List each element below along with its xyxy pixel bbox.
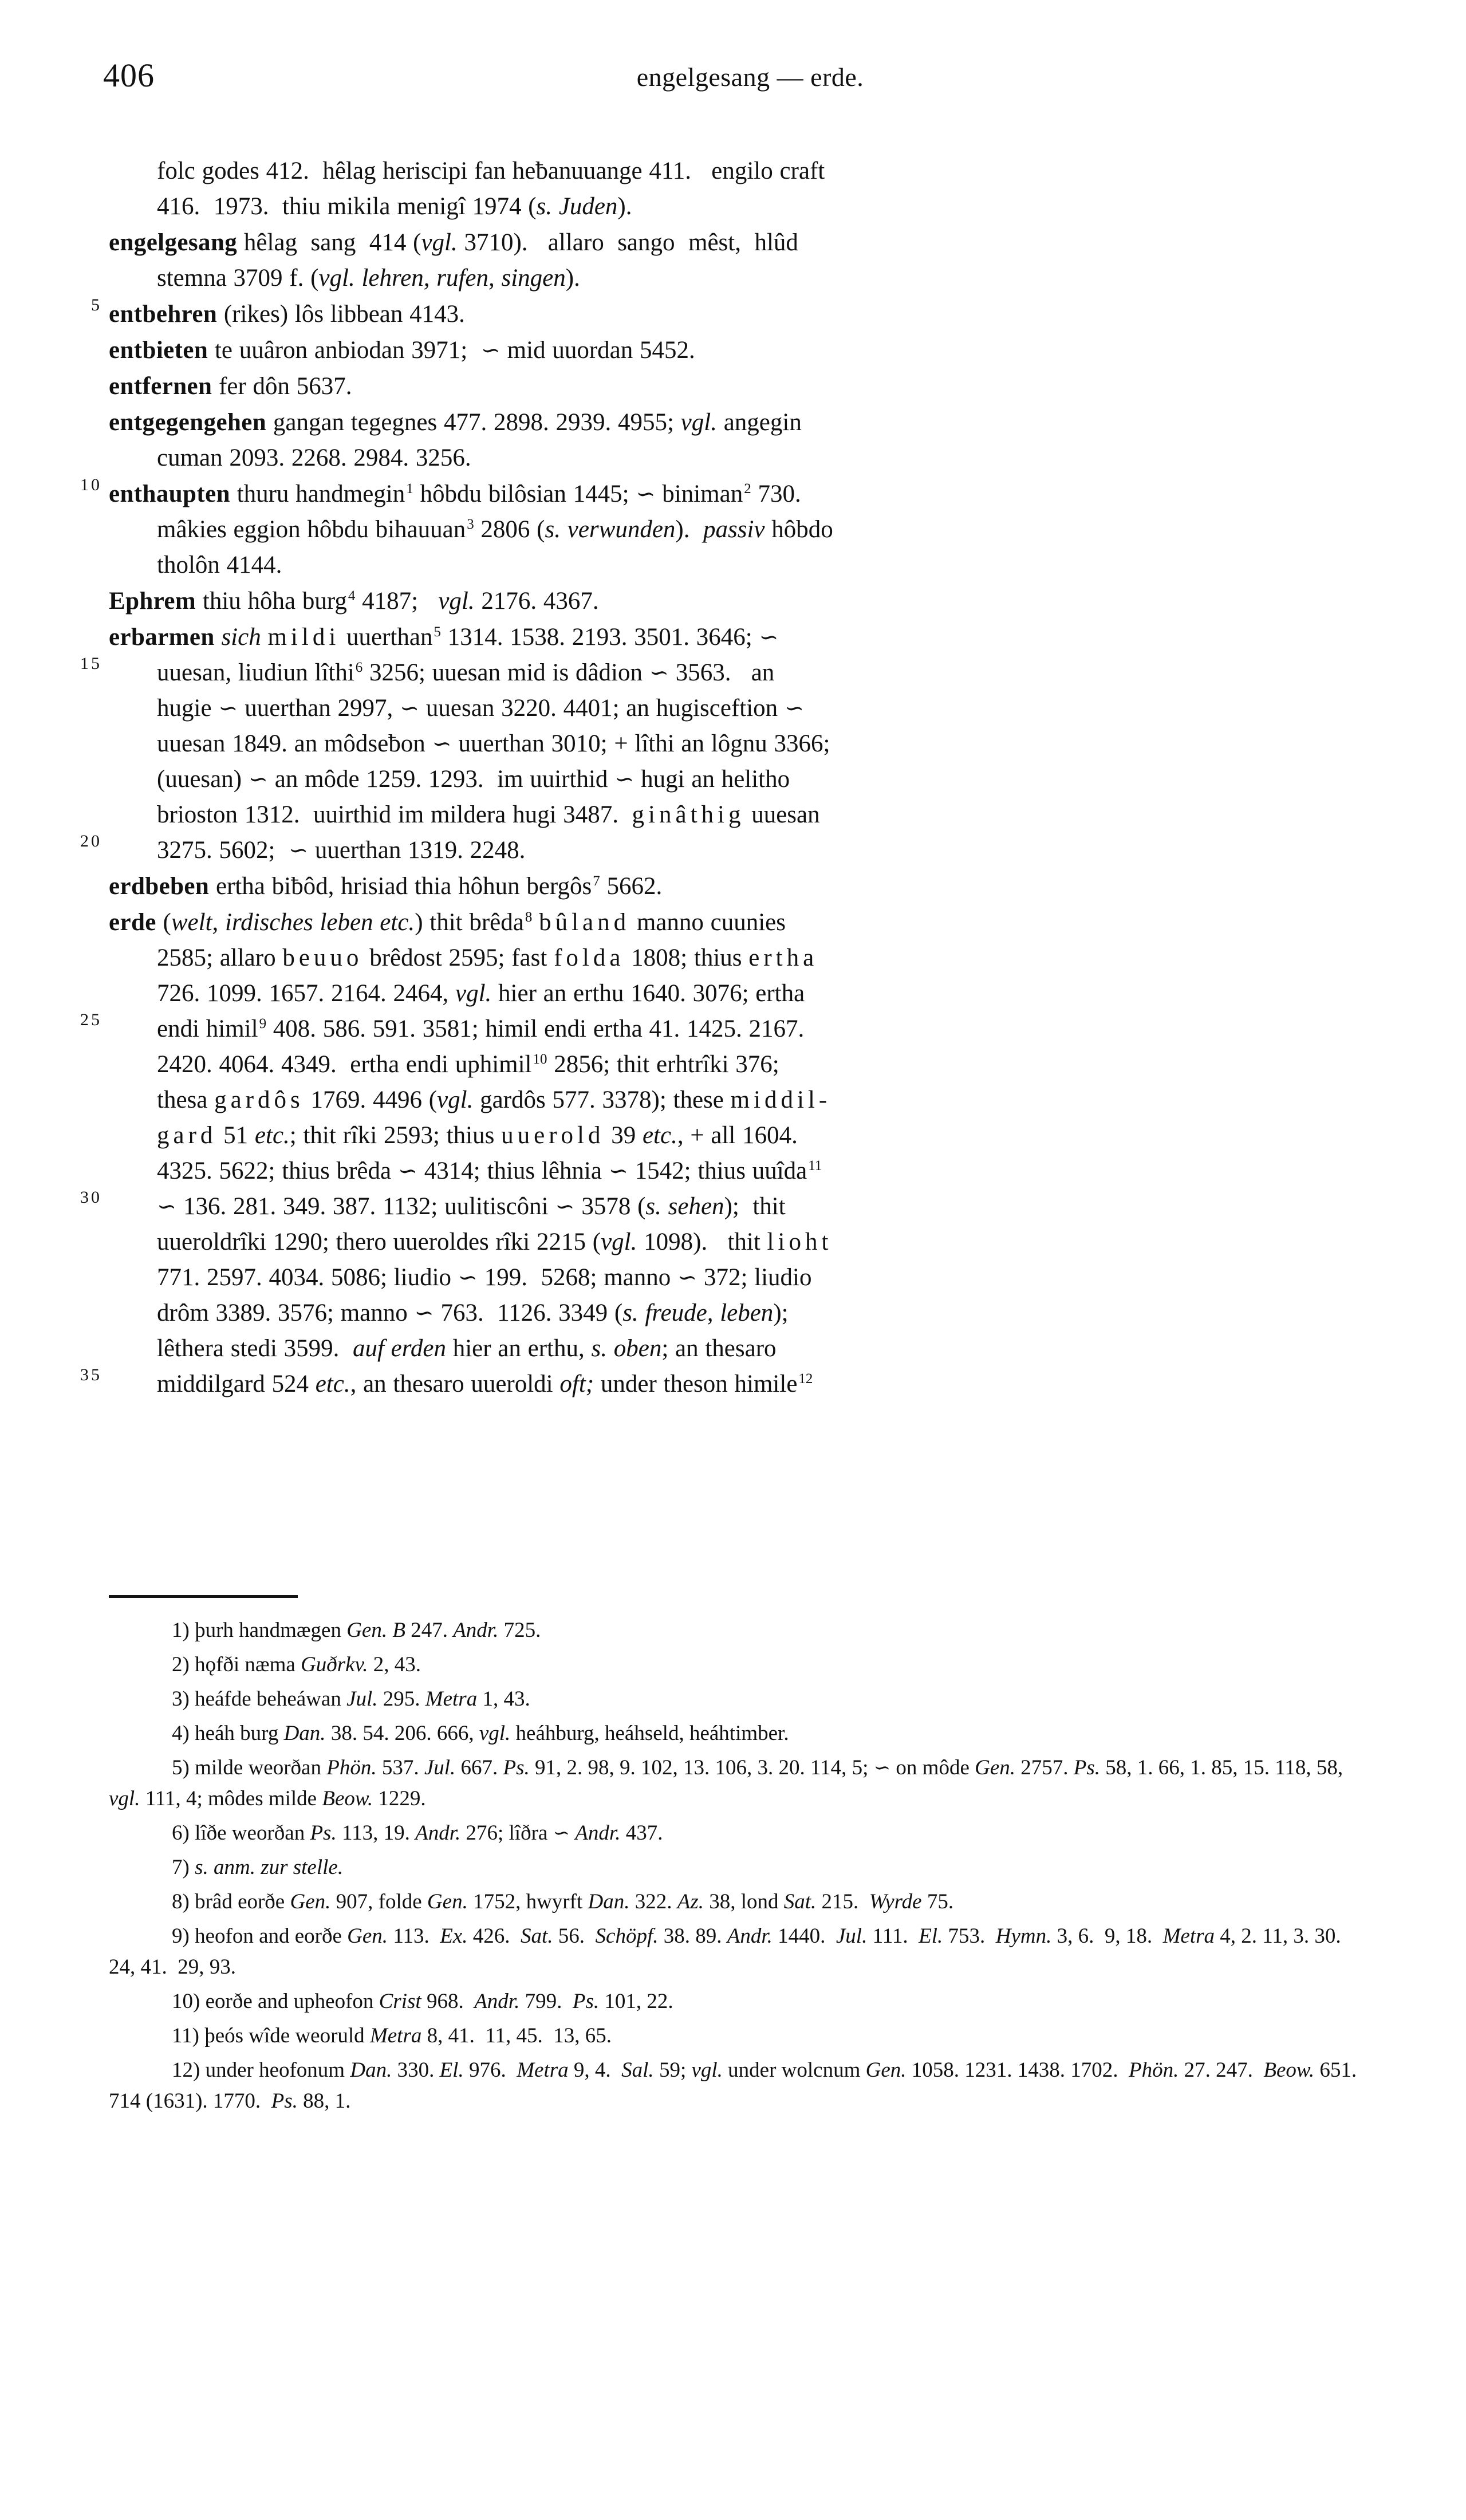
entry-entgegengehen xyxy=(109,405,1357,476)
footnote-8: 8) brâd eorðe Gen. 907, folde Gen. 1752, hwyrft Dan. 322. Az. 38, lond Sat. 215. Wyrde 75. xyxy=(172,1890,954,1913)
footnote-2: 2) hǫfði næma Guðrkv. 2, 43. xyxy=(172,1653,421,1676)
entry-line: entgegengehen gangan tegegnes 477. 2898. 2939. 4955; vgl. angegin xyxy=(109,409,802,436)
footnote-ref-11[interactable]: 11 xyxy=(808,1157,822,1174)
entry-line: engelgesang hêlag sang 414 (vgl. 3710). allaro sango mêst, hlûd xyxy=(109,229,798,256)
footnote-ref-4[interactable]: 4 xyxy=(348,588,356,604)
footnote-ref-12[interactable]: 12 xyxy=(798,1371,813,1387)
entry-ephrem xyxy=(109,584,1357,619)
entry-lemma: entgegengehen xyxy=(109,409,267,436)
footnote-ref-10[interactable]: 10 xyxy=(533,1051,547,1067)
swung-dash-icon: ∽ xyxy=(873,1757,891,1779)
footnote-7: 7) s. anm. zur stelle. xyxy=(172,1856,344,1879)
swung-dash-icon: ∽ xyxy=(218,695,238,721)
line-number: 20 xyxy=(80,832,102,850)
entry-line: hugie ∽ uuerthan 2997, ∽ uuesan 3220. 4401; an hugisceftion ∽ xyxy=(157,695,805,722)
entry-enthaupten xyxy=(80,475,1357,583)
swung-dash-icon: ∽ xyxy=(480,337,501,363)
entry-erdbeben xyxy=(109,869,1357,904)
entry-line: 30 ∽ 136. 281. 349. 387. 1132; uulitiscôni ∽ 3578 (s. sehen); thit xyxy=(109,1189,1357,1224)
swung-dash-icon: ∽ xyxy=(248,766,269,792)
entry-line: gard 51 etc.; thit rîki 2593; thius uuerold 39 etc., + all 1604. xyxy=(157,1122,798,1149)
swung-dash-icon: ∽ xyxy=(614,766,635,792)
entry-entbieten xyxy=(109,333,1357,368)
footnote-6: 6) lîðe weorðan Ps. 113, 19. Andr. 276; lîðra ∽ Andr. 437. xyxy=(172,1821,663,1845)
entry-line: drôm 3389. 3576; manno ∽ 763. 1126. 3349 (s. freude, leben); xyxy=(157,1300,789,1326)
entry-line: thesa gardôs 1769. 4496 (vgl. gardôs 577. 3378); these middil- xyxy=(157,1086,831,1113)
footnote-11: 11) þeós wîde weoruld Metra 8, 41. 11, 45. 13, 65. xyxy=(172,2024,612,2048)
footnote-ref-9[interactable]: 9 xyxy=(259,1015,267,1031)
entry-line: uuesan 1849. an môdseƀon ∽ uuerthan 3010; + lîthi an lôgnu 3366; xyxy=(157,730,830,757)
swung-dash-icon: ∽ xyxy=(157,1194,177,1219)
running-head xyxy=(0,55,1466,101)
swung-dash-icon: ∽ xyxy=(784,695,805,721)
entry-line: 10 enthaupten thuru handmegin$^1$ hôbdu bilôsian 1445; ∽ biniman$^2$ 730. xyxy=(109,477,1357,512)
swung-dash-icon: ∽ xyxy=(677,1265,697,1290)
entry-line: brioston 1312. uuirthid im mildera hugi 3487. ginâthig uuesan xyxy=(157,801,820,828)
footnote-1: 1) þurh handmægen Gen. B 247. Andr. 725. xyxy=(172,1619,541,1642)
footnote-ref-5[interactable]: 5 xyxy=(434,624,441,640)
entry-line: entbieten te uuâron anbiodan 3971; ∽ mid uuordan 5452. xyxy=(109,337,695,364)
entry-line: 15 uuesan, liudiun lîthi$^6$ 3256; uuesan mid is dâdion ∽ 3563. an xyxy=(109,655,1357,691)
entry-line: erbarmen sich mildi uuerthan$^5$ 1314. 1538. 2193. 3501. 3646; ∽ xyxy=(109,624,779,651)
footnote-separator-rule xyxy=(109,1595,298,1598)
swung-dash-icon: ∽ xyxy=(432,731,452,757)
entry-lemma: enthaupten xyxy=(109,481,230,507)
entry-line: Ephrem thiu hôha burg$^4$ 4187; vgl. 2176. 4367. xyxy=(109,588,599,615)
swung-dash-icon: ∽ xyxy=(649,660,669,686)
footnote-4: 4) heáh burg Dan. 38. 54. 206. 666, vgl. heáhburg, heáhseld, heáhtimber. xyxy=(172,1722,789,1745)
entry-line: mâkies eggion hôbdu bihauuan$^3$ 2806 (s. verwunden). passiv hôbdo xyxy=(157,516,833,543)
entry-line: 726. 1099. 1657. 2164. 2464, vgl. hier an erthu 1640. 3076; ertha xyxy=(157,980,805,1007)
line-number: 15 xyxy=(80,654,102,673)
line-number: 25 xyxy=(80,1010,102,1029)
line-number: 30 xyxy=(80,1188,102,1207)
entry-entbehren xyxy=(91,296,1357,332)
footnote-ref-2[interactable]: 2 xyxy=(744,481,751,497)
footnote-section xyxy=(109,1615,1366,2120)
entry-lemma: Ephrem xyxy=(109,588,196,615)
swung-dash-icon: ∽ xyxy=(414,1300,434,1326)
entry-column xyxy=(80,153,1357,1403)
entry-line: 771. 2597. 4034. 5086; liudio ∽ 199. 5268; manno ∽ 372; liudio xyxy=(157,1264,812,1291)
plus-sign-icon: + xyxy=(690,1122,704,1149)
footnote-ref-7[interactable]: 7 xyxy=(593,873,600,889)
folio-number: 406 xyxy=(103,57,155,94)
footnote-10: 10) eorðe and upheofon Crist 968. Andr. 799. Ps. 101, 22. xyxy=(172,1990,673,2013)
entry-line: lêthera stedi 3599. auf erden hier an erthu, s. oben; an thesaro xyxy=(157,1335,777,1362)
footnote-ref-1[interactable]: 1 xyxy=(406,481,413,497)
entry-line: cuman 2093. 2268. 2984. 3256. xyxy=(157,444,471,471)
entry-lemma: engelgesang xyxy=(109,229,238,256)
footnote-5: 5) milde weorðan Phön. 537. Jul. 667. Ps. 91, 2. 98, 9. 102, 13. 106, 3. 20. 114, 5; ∽ on môde Gen. 2757. Ps. 58, 1. 66, 1. 85, 15. 118, 58, vgl. 111, 4; môdes milde Beow. 1229. xyxy=(109,1756,1349,1810)
entry-line: entfernen fer dôn 5637. xyxy=(109,373,352,400)
swung-dash-icon: ∽ xyxy=(553,1822,570,1844)
footnote-ref-6[interactable]: 6 xyxy=(355,659,363,675)
footnote-ref-8[interactable]: 8 xyxy=(525,909,533,925)
plus-sign-icon: + xyxy=(614,730,628,757)
entry-lemma: entbehren xyxy=(109,301,218,328)
entry-erbarmen xyxy=(80,620,1357,868)
entry-lemma: entfernen xyxy=(109,373,212,400)
entry-line: erde (welt, irdisches leben etc.) thit brêda$^8$ bûland manno cuunies xyxy=(109,909,786,936)
entry-line: 5 entbehren (rikes) lôs libbean 4143. xyxy=(109,297,1357,332)
entry-line: stemna 3709 f. (vgl. lehren, rufen, singen). xyxy=(157,265,580,292)
swung-dash-icon: ∽ xyxy=(555,1194,575,1219)
footnote-ref-3[interactable]: 3 xyxy=(467,516,474,532)
swung-dash-icon: ∽ xyxy=(608,1158,628,1184)
line-number: 35 xyxy=(80,1365,102,1384)
entry-line: 416. 1973. thiu mikila menigî 1974 (s. Juden). xyxy=(157,193,632,220)
entry-lemma: erde xyxy=(109,909,156,936)
entry-engelgesang-continuation xyxy=(109,153,1357,225)
line-number: 10 xyxy=(80,475,102,494)
entry-lemma: entbieten xyxy=(109,337,208,364)
swung-dash-icon: ∽ xyxy=(759,624,779,650)
entry-line: tholôn 4144. xyxy=(157,552,282,578)
entry-line: (uuesan) ∽ an môde 1259. 1293. im uuirthid ∽ hugi an helitho xyxy=(157,766,790,793)
entry-lemma: erbarmen xyxy=(109,624,215,651)
entry-line: 2585; allaro beuuo brêdost 2595; fast folda 1808; thius ertha xyxy=(157,944,818,971)
footnote-12: 12) under heofonum Dan. 330. El. 976. Metra 9, 4. Sal. 59; vgl. under wolcnum Gen. 1058. 1231. 1438. 1702. Phön. 27. 247. Beow. 651. 714 (1631). 1770. Ps. 88, 1. xyxy=(109,2058,1362,2113)
entry-line: 4325. 5622; thius brêda ∽ 4314; thius lêhnia ∽ 1542; thius uuîda$^{11}$ xyxy=(157,1157,822,1184)
swung-dash-icon: ∽ xyxy=(288,837,309,863)
entry-erde xyxy=(80,905,1357,1402)
entry-line: 25 endi himil$^9$ 408. 586. 591. 3581; himil endi ertha 41. 1425. 2167. xyxy=(109,1011,1357,1047)
entry-engelgesang xyxy=(109,225,1357,296)
line-number: 5 xyxy=(91,296,102,314)
entry-line: erdbeben ertha biƀôd, hrisiad thia hôhun bergôs$^7$ 5662. xyxy=(109,873,663,900)
entry-line: 2420. 4064. 4349. ertha endi uphimil$^{10}$ 2856; thit erhtrîki 376; xyxy=(157,1051,779,1078)
entry-entfernen xyxy=(109,369,1357,404)
entry-line: folc godes 412. hêlag heriscipi fan heƀanuuange 411. engilo craft xyxy=(157,158,825,184)
swung-dash-icon: ∽ xyxy=(636,481,656,507)
entry-line: uueroldrîki 1290; thero uueroldes rîki 2215 (vgl. 1098). thit lioht xyxy=(157,1228,833,1255)
entry-line: 35 middilgard 524 etc., an thesaro uueroldi oft; under theson himile$^{12}$ xyxy=(109,1367,1357,1402)
swung-dash-icon: ∽ xyxy=(399,695,420,721)
swung-dash-icon: ∽ xyxy=(458,1265,478,1290)
entry-line: 20 3275. 5602; ∽ uuerthan 1319. 2248. xyxy=(109,833,1357,868)
entry-lemma: erdbeben xyxy=(109,873,210,900)
footnote-9: 9) heofon and eorðe Gen. 113. Ex. 426. Sat. 56. Schöpf. 38. 89. Andr. 1440. Jul. 111. El. 753. Hymn. 3, 6. 9, 18. Metra 4, 2. 11, 3. 30. 24, 41. 29, 93. xyxy=(109,1924,1352,1979)
swung-dash-icon: ∽ xyxy=(397,1158,418,1184)
footnote-3: 3) heáfde beheáwan Jul. 295. Metra 1, 43. xyxy=(172,1687,530,1711)
running-title: engelgesang — erde. xyxy=(636,62,864,92)
